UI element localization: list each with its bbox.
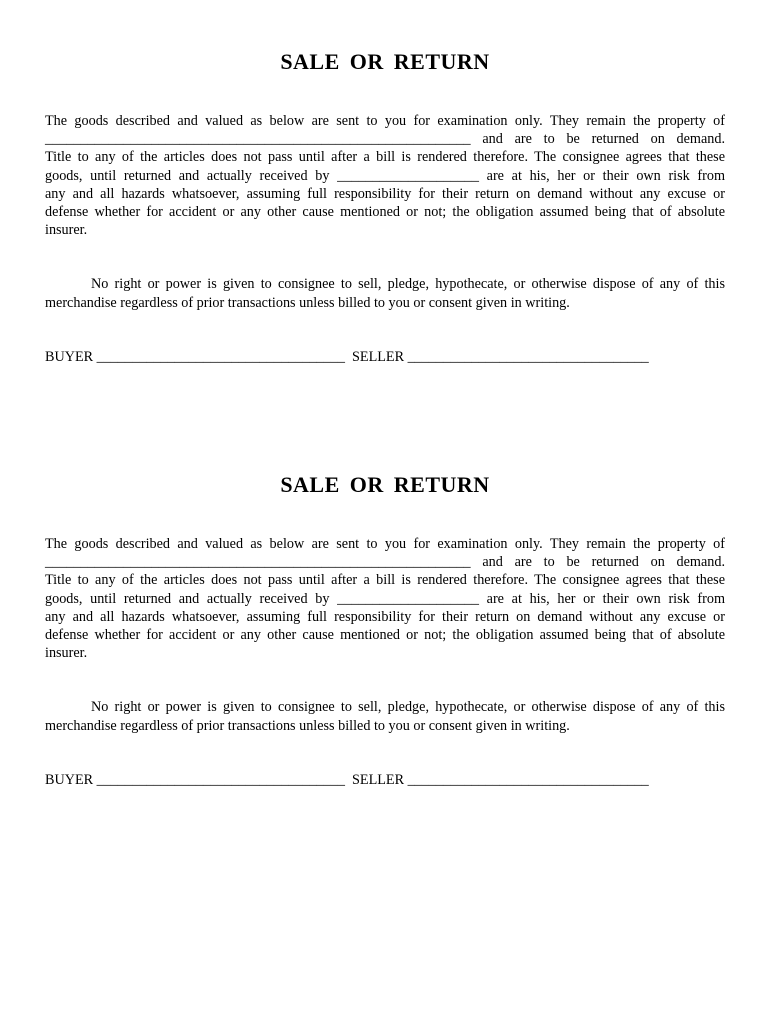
terms-line: The goods described and valued as below are sent to you for examination only. They remain the property of — [45, 536, 725, 552]
owner-blank-line: ____________________________________________________________ and are to be returned on demand. — [45, 554, 725, 571]
terms-paragraph — [45, 535, 725, 662]
signature-row — [45, 348, 725, 366]
restriction-line: merchandise regardless of prior transactions unless billed to you or consent given in writing. — [45, 717, 570, 734]
recipient-blank-line: goods, until returned and actually received by ____________________ are at his, her or their own risk from — [45, 590, 725, 607]
sale-or-return-form-2 — [45, 470, 725, 789]
restriction-paragraph — [45, 698, 725, 734]
terms-line: Title to any of the articles does not pass until after a bill is rendered therefore. The consignee agrees that these — [45, 149, 725, 166]
terms-paragraph — [45, 112, 725, 239]
restriction-paragraph — [45, 275, 725, 311]
recipient-blank-line: goods, until returned and actually received by ____________________ are at his, her or their own risk from — [45, 167, 725, 184]
signature-row — [45, 771, 725, 789]
seller-signature-field[interactable]: SELLER __________________________________ — [352, 771, 649, 788]
terms-line: insurer. — [45, 645, 88, 662]
owner-blank-line: ____________________________________________________________ and are to be returned on demand. — [45, 131, 725, 148]
terms-line: any and all hazards whatsoever, assuming full responsibility for their return on demand without any excuse or — [45, 608, 725, 625]
terms-line: any and all hazards whatsoever, assuming full responsibility for their return on demand without any excuse or — [45, 185, 725, 202]
terms-line: insurer. — [45, 222, 88, 239]
buyer-signature-field[interactable]: BUYER ___________________________________ — [45, 771, 345, 788]
terms-line: defense whether for accident or any other cause mentioned or not; the obligation assumed being that of absolute — [45, 204, 725, 221]
form-title: SALE OR RETURN — [280, 49, 490, 74]
sale-or-return-form-1 — [45, 47, 725, 366]
terms-line: defense whether for accident or any other cause mentioned or not; the obligation assumed being that of absolute — [45, 627, 725, 644]
restriction-line: merchandise regardless of prior transactions unless billed to you or consent given in writing. — [45, 294, 570, 311]
form-title: SALE OR RETURN — [280, 472, 490, 497]
seller-signature-field[interactable]: SELLER __________________________________ — [352, 348, 649, 365]
restriction-line: No right or power is given to consignee to sell, pledge, hypothecate, or otherwise dispose of any of this — [91, 276, 725, 293]
terms-line: Title to any of the articles does not pass until after a bill is rendered therefore. The consignee agrees that these — [45, 572, 725, 589]
terms-line: The goods described and valued as below are sent to you for examination only. They remain the property of — [45, 113, 725, 129]
buyer-signature-field[interactable]: BUYER ___________________________________ — [45, 348, 345, 365]
restriction-line: No right or power is given to consignee to sell, pledge, hypothecate, or otherwise dispose of any of this — [91, 699, 725, 716]
